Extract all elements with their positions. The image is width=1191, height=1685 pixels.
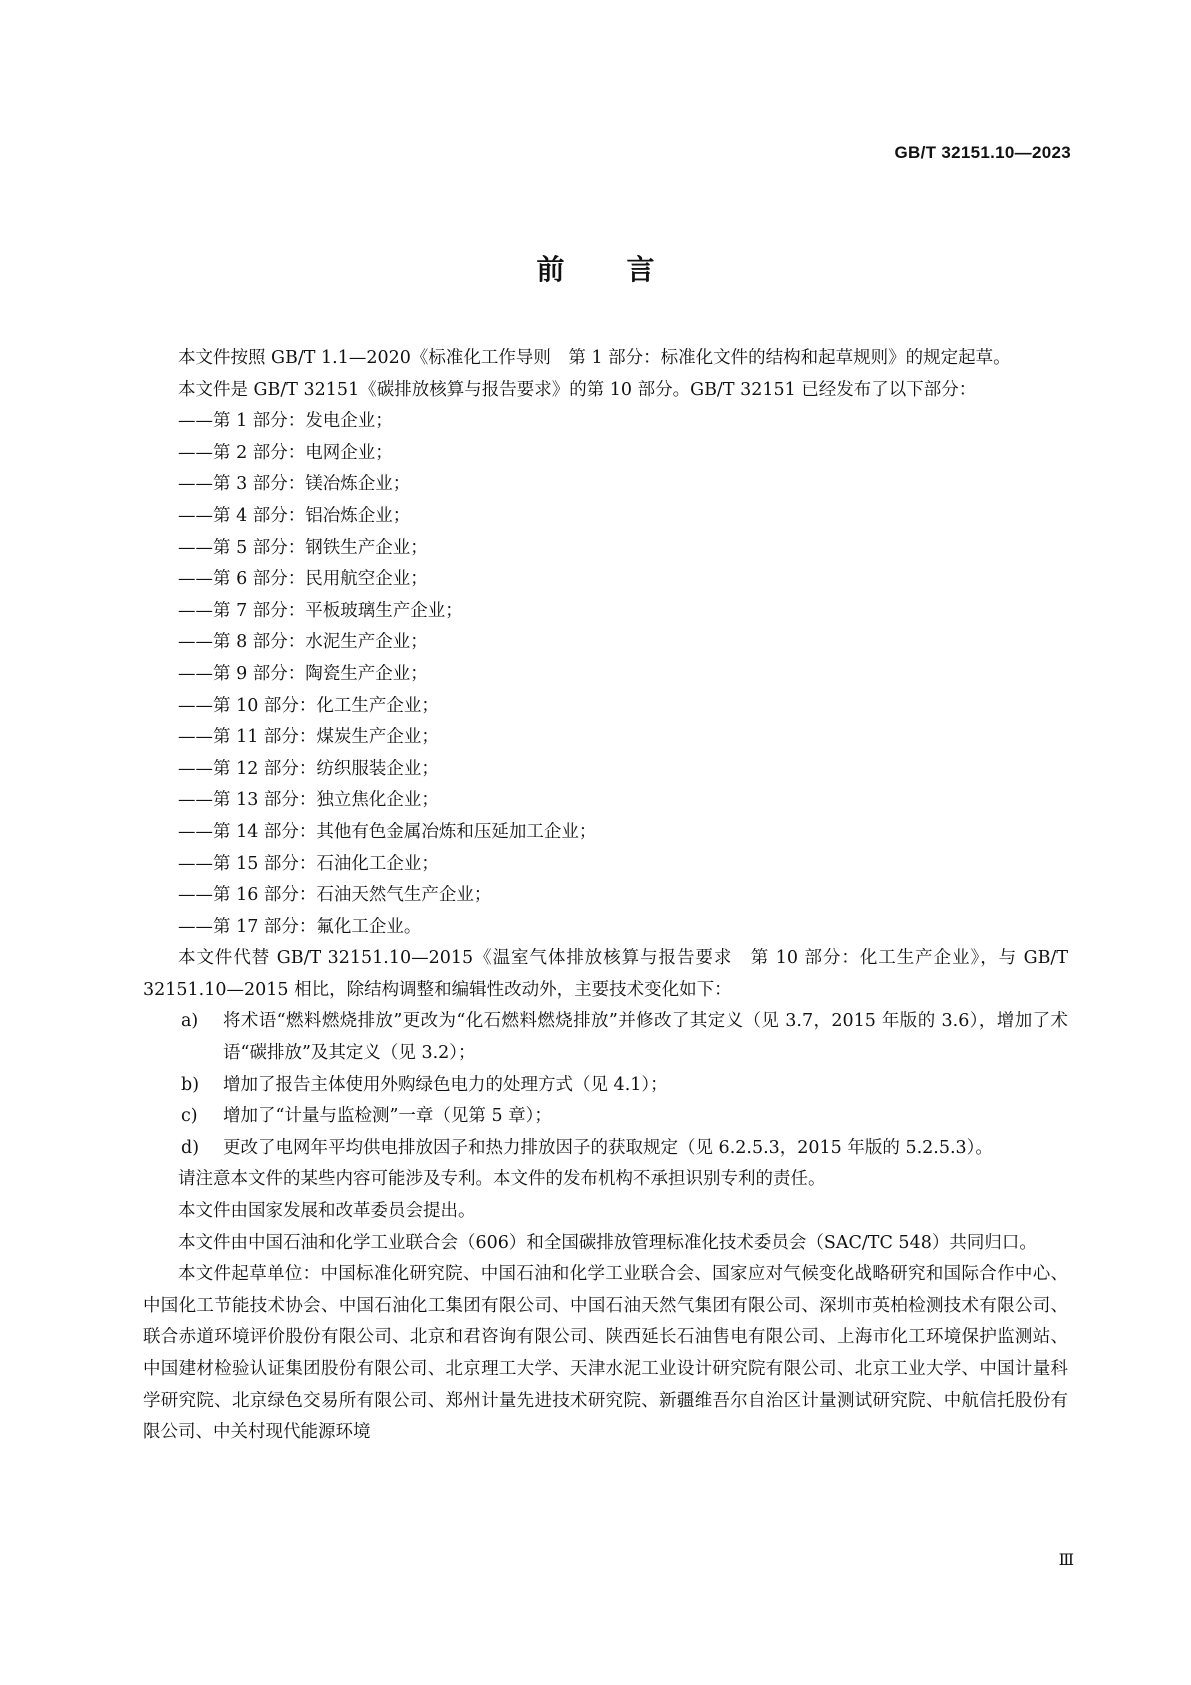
- list-item: ——第 1 部分：发电企业；: [178, 411, 393, 432]
- change-marker: b): [181, 1074, 200, 1095]
- change-item: [143, 1006, 1068, 1069]
- change-marker: d): [181, 1137, 200, 1158]
- paragraph-drafting-units: 本文件起草单位：中国标准化研究院、中国石油和化学工业联合会、国家应对气候变化战略研究和国际合作中心、中国化工节能技术协会、中国石油化工集团有限公司、中国石油天然气集团有限公司、深圳市英柏检测技术有限公司、联合赤道环境评价股份有限公司、北京和君咨询有限公司、陕西延长石油售电有限公司、上海市化工环境保护监测站、中国建材检验认证集团股份有限公司、北京理工大学、天津水泥工业设计研究院有限公司、北京工业大学、中国计量科学研究院、北京绿色交易所有限公司、郑州计量先进技术研究院、新疆维吾尔自治区计量测试研究院、中航信托股份有限公司、中关村现代能源环境: [143, 1264, 1068, 1443]
- list-item: ——第 8 部分：水泥生产企业；: [178, 632, 428, 653]
- list-item: ——第 4 部分：铝冶炼企业；: [178, 505, 411, 526]
- document-code: GB/T 32151.10—2023: [894, 143, 1071, 162]
- change-item: [143, 1133, 1068, 1165]
- paragraph-patent-notice: 请注意本文件的某些内容可能涉及专利。本文件的发布机构不承担识别专利的责任。: [178, 1169, 826, 1190]
- list-item: ——第 3 部分：镁冶炼企业；: [178, 474, 411, 495]
- paragraph-proposer: 本文件由国家发展和改革委员会提出。: [178, 1201, 476, 1222]
- paragraph-series-intro: 本文件是 GB/T 32151《碳排放核算与报告要求》的第 10 部分。GB/T 32151 已经发布了以下部分：: [178, 379, 977, 400]
- list-item: ——第 9 部分：陶瓷生产企业；: [178, 663, 428, 684]
- change-marker: a): [181, 1011, 199, 1032]
- paragraph-replacement: 本文件代替 GB/T 32151.10—2015《温室气体排放核算与报告要求 第 10 部分：化工生产企业》，与 GB/T 32151.10—2015 相比，除结构调整和编辑性改动外，主要技术变化如下：: [143, 948, 1068, 1000]
- change-text: 将术语“燃料燃烧排放”更改为“化石燃料燃烧排放”并修改了其定义（见 3.7，2015 年版的 3.6），增加了术语“碳排放”及其定义（见 3.2）；: [223, 1011, 1068, 1064]
- list-item: ——第 10 部分：化工生产企业；: [178, 695, 439, 716]
- change-marker: c): [181, 1106, 198, 1127]
- page-title: 前言: [536, 253, 717, 286]
- list-item: ——第 5 部分：钢铁生产企业；: [178, 537, 428, 558]
- page-number: Ⅲ: [1058, 1550, 1073, 1569]
- list-item: ——第 7 部分：平板玻璃生产企业；: [178, 600, 463, 621]
- paragraph-responsible-committee: 本文件由中国石油和化学工业联合会（606）和全国碳排放管理标准化技术委员会（SAC/TC 548）共同归口。: [178, 1232, 1037, 1253]
- technical-changes-list: [143, 1006, 1068, 1164]
- list-item: ——第 2 部分：电网企业；: [178, 442, 393, 463]
- list-item: ——第 16 部分：石油天然气生产企业；: [178, 885, 492, 906]
- list-item: ——第 6 部分：民用航空企业；: [178, 569, 428, 590]
- list-item: ——第 17 部分：氟化工企业。: [178, 916, 422, 937]
- list-item: ——第 15 部分：石油化工企业；: [178, 853, 439, 874]
- change-text: 增加了“计量与监检测”一章（见第 5 章）；: [223, 1106, 552, 1127]
- foreword-body: [143, 343, 1068, 1449]
- change-item: [143, 1101, 1068, 1133]
- change-text: 增加了报告主体使用外购绿色电力的处理方式（见 4.1）；: [223, 1074, 668, 1095]
- list-item: ——第 11 部分：煤炭生产企业；: [178, 727, 439, 748]
- list-item: ——第 12 部分：纺织服装企业；: [178, 758, 439, 779]
- change-item: [143, 1070, 1068, 1102]
- parts-list: [143, 406, 1068, 943]
- change-text: 更改了电网年平均供电排放因子和热力排放因子的获取规定（见 6.2.5.3，2015 年版的 5.2.5.3）。: [223, 1137, 993, 1158]
- list-item: ——第 14 部分：其他有色金属冶炼和压延加工企业；: [178, 821, 597, 842]
- paragraph-drafting-rule: 本文件按照 GB/T 1.1—2020《标准化工作导则 第 1 部分：标准化文件的结构和起草规则》的规定起草。: [178, 348, 1011, 368]
- list-item: ——第 13 部分：独立焦化企业；: [178, 790, 439, 811]
